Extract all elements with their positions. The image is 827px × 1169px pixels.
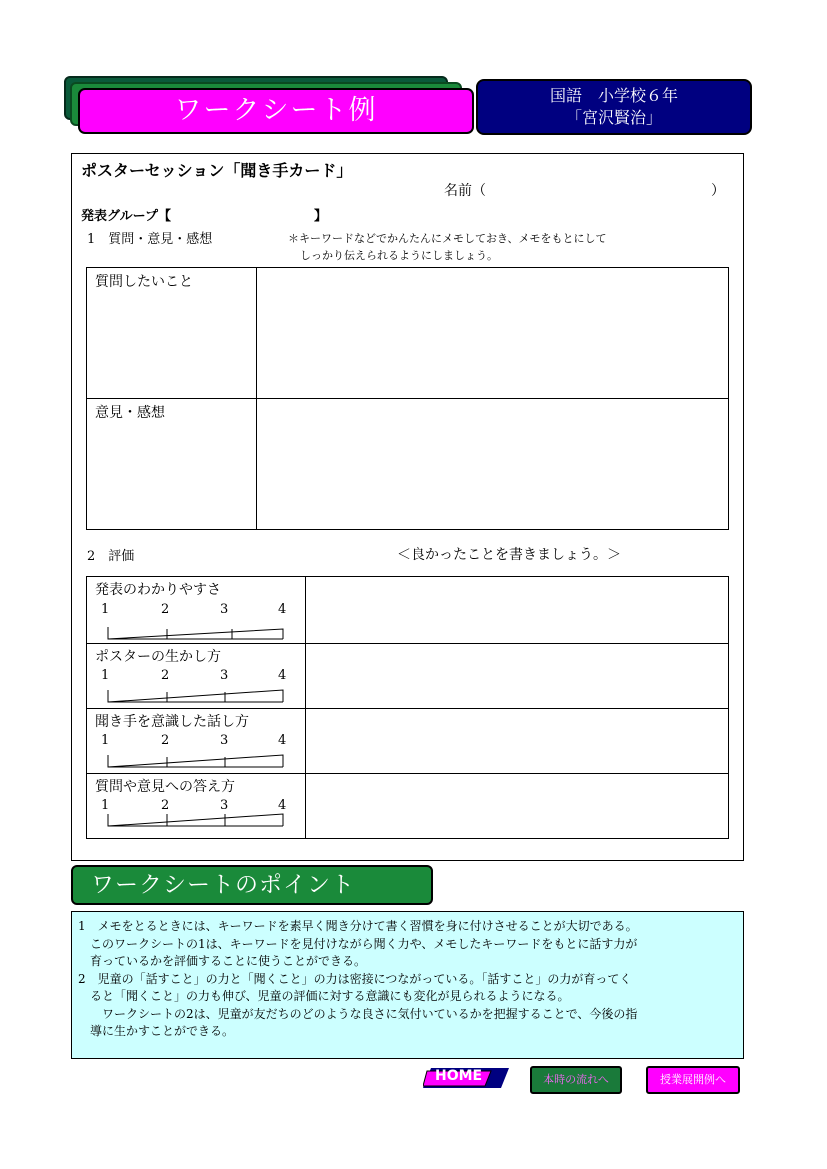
memo-row-question (87, 268, 729, 399)
eval-cell (87, 709, 306, 774)
memo-label-question: 質問したいこと (87, 268, 257, 399)
scale-number: 4 (278, 602, 287, 617)
eval-label: ポスターの生かし方 (95, 649, 221, 665)
rating-scale-line[interactable] (87, 774, 305, 838)
eval-label: 発表のわかりやすさ (95, 582, 221, 598)
rating-scale-line[interactable] (87, 644, 305, 708)
points-line: ると「聞くこと」の力も伸び、児童の評価に対する意識にも変化が見られるようになる。 (78, 989, 570, 1003)
eval-row (87, 709, 729, 774)
name-label: 名前（ (444, 183, 486, 199)
scale-number: 4 (278, 733, 287, 748)
eval-label: 聞き手を意識した話し方 (95, 714, 249, 730)
rating-scale-line[interactable] (87, 709, 305, 773)
subject-line-2: 「宮沢賢治」 (565, 108, 662, 127)
points-heading: ワークシートのポイント (71, 865, 433, 905)
scale-number: 1 (101, 668, 110, 683)
section1-note (288, 230, 607, 264)
points-line: ワークシートの2は、児童が友だちのどのような良さに気付いているかを把握することで、今後の指 (78, 1006, 638, 1021)
rating-scale-line[interactable] (87, 577, 305, 643)
subject-badge (476, 79, 752, 135)
group-label: 発表グループ【 (81, 209, 171, 224)
scale-number: 4 (278, 668, 287, 683)
section2-title: 2 評価 (87, 549, 135, 564)
points-box (71, 911, 744, 1059)
memo-input-question[interactable] (257, 268, 729, 399)
group-close-bracket: 】 (314, 209, 328, 224)
points-line: 1 メモをとるときには、キーワードを素早く聞き分けて書く習慣を身に付けさせることが大切である。 (78, 919, 638, 933)
scale-number: 2 (161, 733, 170, 748)
section1-note-line-1: ＊キーワードなどでかんたんにメモしておき、メモをもとにして (288, 232, 607, 245)
scale-number: 2 (161, 602, 170, 617)
section2-note: ＜良かったことを書きましょう。＞ (397, 547, 621, 563)
eval-cell (87, 774, 306, 839)
subject-line-1: 国語 小学校６年 (549, 86, 678, 105)
eval-row (87, 577, 729, 644)
lesson-development-button[interactable]: 授業展開例へ (646, 1066, 740, 1094)
worksheet-banner-title: ワークシート例 (78, 88, 474, 134)
home-button[interactable] (423, 1067, 509, 1089)
scale-number: 1 (101, 602, 110, 617)
eval-label: 質問や意見への答え方 (95, 779, 235, 795)
scale-number: 1 (101, 798, 110, 813)
worksheet-title: ポスターセッション「聞き手カード」 (81, 161, 353, 180)
scale-number: 2 (161, 668, 170, 683)
scale-number: 3 (220, 798, 229, 813)
points-line: このワークシートの1は、キーワードを見付けながら聞く力や、メモしたキーワードをもとに話す力が (78, 936, 638, 951)
scale-number: 4 (278, 798, 287, 813)
section1-title: 1 質問・意見・感想 (87, 232, 213, 247)
scale-number: 2 (161, 798, 170, 813)
points-line: 導に生かすことができる。 (78, 1024, 235, 1038)
evaluation-table (86, 576, 729, 839)
eval-row (87, 774, 729, 839)
home-button-label: HOME (435, 1068, 483, 1084)
eval-comment-input[interactable] (306, 774, 729, 839)
eval-comment-input[interactable] (306, 644, 729, 709)
eval-comment-input[interactable] (306, 709, 729, 774)
points-line: 育っているかを評価することに使うことができる。 (78, 954, 367, 968)
eval-row (87, 644, 729, 709)
eval-cell (87, 577, 306, 644)
lesson-flow-button[interactable]: 本時の流れへ (530, 1066, 622, 1094)
memo-table (86, 267, 729, 530)
scale-number: 3 (220, 602, 229, 617)
points-line: 2 児童の「話すこと」の力と「聞くこと」の力は密接につながっている。「話すこと」の力が育ってく (78, 971, 632, 986)
memo-input-opinion[interactable] (257, 399, 729, 530)
scale-number: 3 (220, 668, 229, 683)
scale-number: 3 (220, 733, 229, 748)
memo-row-opinion (87, 399, 729, 530)
section1-note-line-2: しっかり伝えられるようにしましょう。 (300, 249, 498, 262)
memo-label-opinion: 意見・感想 (87, 399, 257, 530)
eval-cell (87, 644, 306, 709)
eval-comment-input[interactable] (306, 577, 729, 644)
scale-number: 1 (101, 733, 110, 748)
name-close-paren: ） (711, 183, 725, 199)
